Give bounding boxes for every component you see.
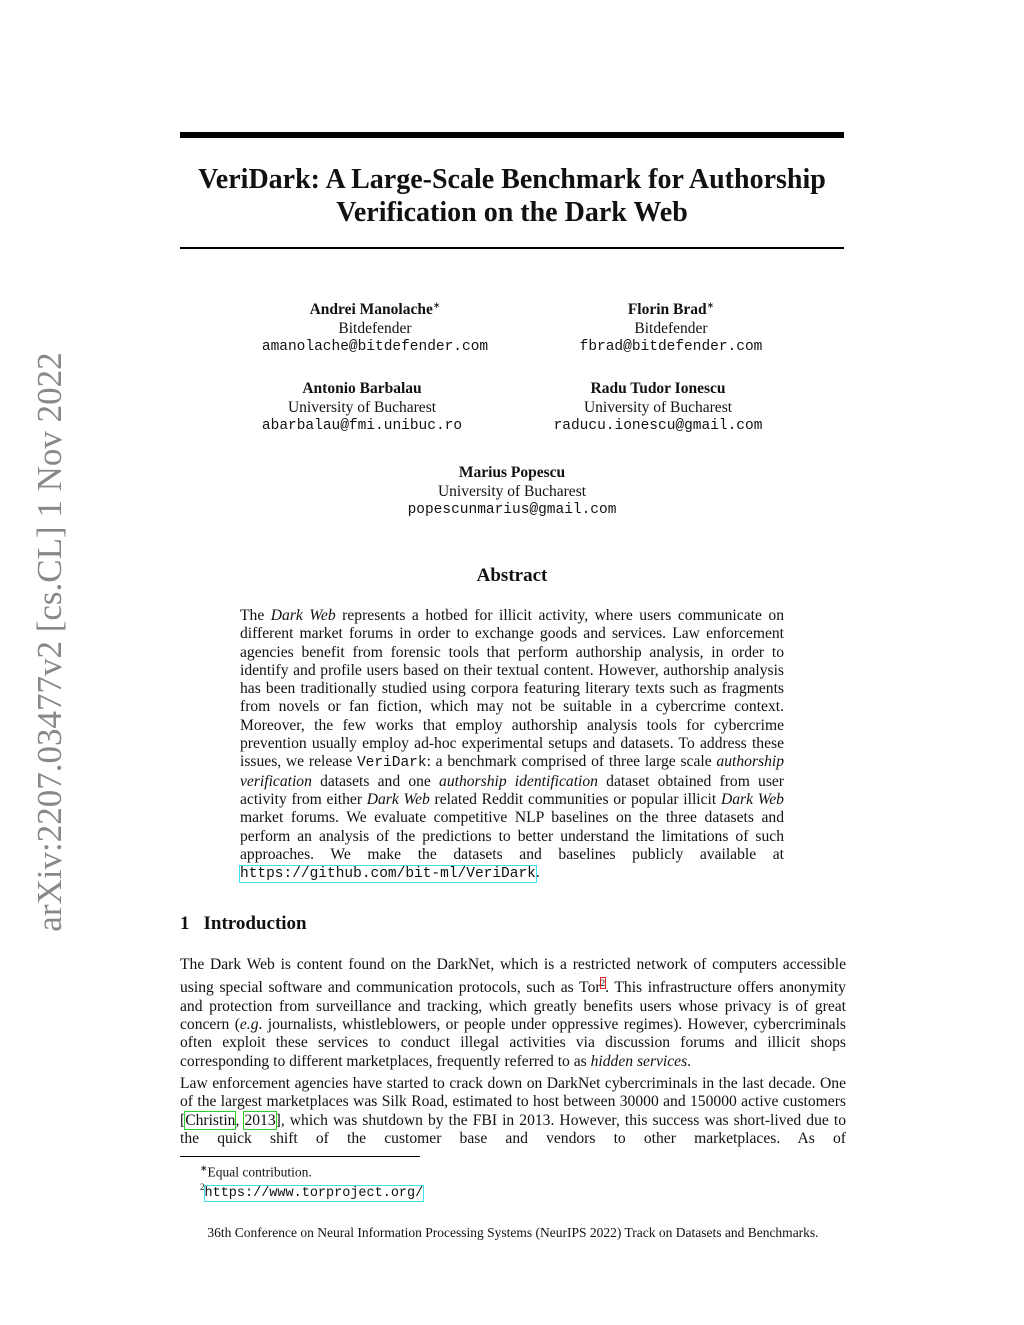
author-block	[212, 380, 512, 436]
abstract-body	[240, 607, 784, 883]
text: ], which was shutdown by the FBI in 2013. However, this success was short-lived due to the quick shift of the customer base and vendors to other marketplaces. As of	[180, 1111, 846, 1147]
conference-footer: 36th Conference on Neural Information Processing Systems (NeurIPS 2022) Track on Datasets and Benchmarks.	[207, 1225, 819, 1240]
author-name: Marius Popescu	[458, 464, 566, 481]
text: The Dark Web is content found on the DarkNet, which is a restricted network of computers accessible using special software and communication protocols, such as Tor	[180, 956, 846, 997]
footnote-mark: 2	[200, 1182, 205, 1192]
author-affiliation: University of Bucharest	[287, 398, 437, 416]
intro-paragraph-2	[180, 1075, 846, 1148]
text: .	[687, 1052, 692, 1070]
author-email[interactable]: fbrad@bitdefender.com	[579, 339, 763, 356]
citation-year-link[interactable]: 2013	[244, 1111, 276, 1129]
text: The	[240, 607, 271, 624]
author-email[interactable]: abarbalau@fmi.unibuc.ro	[261, 418, 463, 434]
text: . This infrastructure offers anonymity and protection from surveillance and tracking, which greatly benefits users whose privacy is of great concern (	[180, 979, 846, 1034]
footnote-2	[200, 1178, 423, 1203]
footnote-mark: ∗	[200, 1163, 208, 1173]
abstract-heading: Abstract	[476, 565, 548, 586]
github-link[interactable]: https://github.com/bit-ml/VeriDark	[240, 866, 536, 883]
text: datasets and one	[311, 772, 440, 790]
title-rule-bottom	[180, 247, 844, 249]
text: represents a hotbed for illicit activity, where users communicate on different market forums in order to exchange goods and services. Law enforcement agencies benefit from forensic tools that perform authorship analysis, in order to identify and profile users based on their textual content. However, authorship analysis has been traditionally studied using corpora featuring literary texts such as fragments from novels or fan fiction, which may not be suitable in a cybercrime context. Moreover, the few works that employ authorship analysis tools for cybercrime prevention usually employ ad-hoc experimental setups and datasets. To address these issues, we release	[240, 607, 784, 771]
text: related Reddit communities or popular illicit	[429, 790, 721, 808]
intro-paragraph-1	[180, 956, 846, 1071]
equal-mark: ∗	[432, 300, 441, 310]
text: dataset obtained from user activity from either	[240, 772, 784, 808]
text: Law enforcement agencies have started to crack down on DarkNet cybercriminals in the last decade. One of the largest marketplaces was Silk Road, estimated to host between 30000 and 150000 active customers [	[180, 1075, 846, 1129]
author-block	[225, 296, 525, 357]
author-affiliation: Bitdefender	[338, 319, 412, 337]
text: .	[535, 864, 540, 882]
author-email[interactable]: raducu.ionescu@gmail.com	[553, 418, 763, 434]
text: market forums. We evaluate competitive NLP baselines on the three datasets and perform an analysis of the predictions to better understand the limitations of such approaches. We make the datasets and baselines publicly available at	[240, 809, 784, 863]
author-block	[362, 464, 662, 520]
paper-title	[180, 163, 844, 229]
section-title: Introduction	[203, 913, 307, 934]
text-code: VeriDark	[356, 755, 427, 772]
citation-link[interactable]: Christin	[185, 1111, 236, 1129]
arxiv-stamp: arXiv:2207.03477v2 [cs.CL] 1 Nov 2022	[30, 352, 69, 932]
text: . journalists, whistleblowers, or people under oppressive regimes). However, cybercriminals often exploit these services to conduct illegal activities via discussion forums and illicit shops corresponding to different marketplaces, frequently referred to as	[180, 1016, 846, 1070]
footnote-rule	[180, 1156, 420, 1157]
text-italic: authorship identification	[439, 772, 598, 790]
footnote-text: Equal contribution.	[207, 1164, 312, 1180]
author-affiliation: Bitdefender	[634, 319, 708, 337]
text-italic: hidden services	[590, 1052, 688, 1070]
section-number: 1	[180, 913, 190, 934]
title-line-2: Verification on the Dark Web	[336, 197, 688, 228]
author-block	[521, 296, 821, 357]
author-email[interactable]: amanolache@bitdefender.com	[261, 339, 489, 356]
author-affiliation: University of Bucharest	[583, 398, 733, 416]
author-name: Andrei Manolache	[309, 301, 433, 319]
section-heading-introduction	[180, 913, 307, 935]
equal-mark: ∗	[706, 300, 715, 310]
text: ,	[235, 1111, 245, 1129]
text-italic: authorship verification	[240, 753, 785, 790]
title-rule-top	[180, 132, 844, 138]
author-email[interactable]: popescunmarius@gmail.com	[407, 502, 617, 518]
footnote-ref-link[interactable]: 2	[600, 978, 606, 989]
author-block	[508, 380, 808, 436]
author-name: Radu Tudor Ionescu	[590, 380, 726, 397]
author-name: Antonio Barbalau	[302, 380, 422, 397]
text-italic: Dark Web	[270, 607, 336, 624]
text-italic: Dark Web	[366, 790, 430, 808]
author-name: Florin Brad	[627, 301, 707, 319]
torproject-link[interactable]: https://www.torproject.org/	[204, 1185, 424, 1201]
title-line-1: VeriDark: A Large-Scale Benchmark for Authorship	[198, 164, 826, 195]
text-italic: Dark Web	[720, 790, 784, 808]
author-affiliation: University of Bucharest	[437, 482, 587, 500]
text-italic: e.g	[239, 1016, 259, 1034]
text: : a benchmark comprised of three large scale	[426, 753, 717, 771]
